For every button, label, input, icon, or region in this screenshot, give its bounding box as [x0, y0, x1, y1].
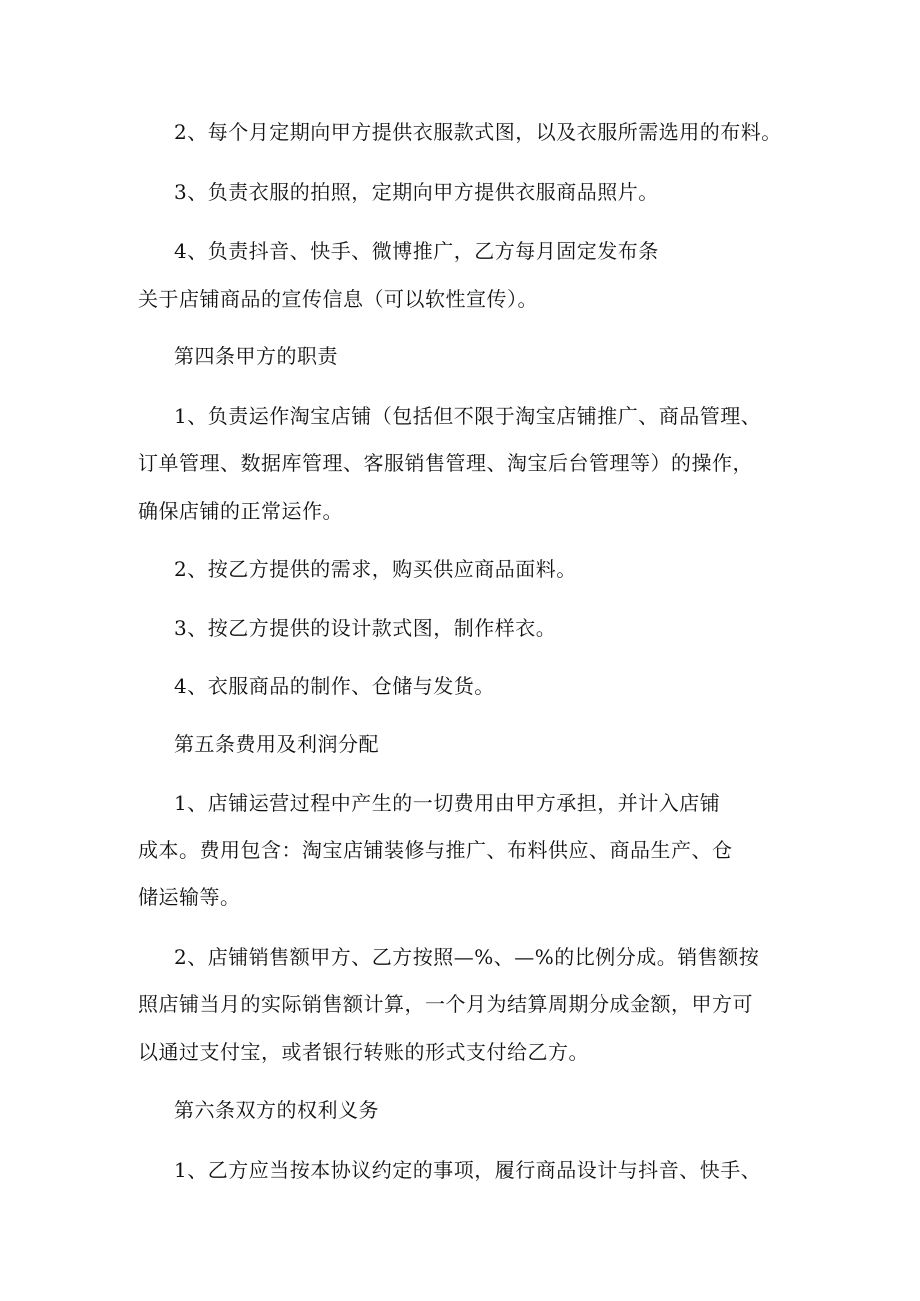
paragraph-line: 以通过支付宝，或者银行转账的形式支付给乙方。 — [138, 1040, 589, 1064]
paragraph-line: 1、负责运作淘宝店铺（包括但不限于淘宝店铺推广、商品管理、 — [174, 404, 762, 428]
paragraph-line: 1、乙方应当按本协议约定的事项，履行商品设计与抖音、快手、 — [174, 1158, 762, 1182]
paragraph-line: 照店铺当月的实际销售额计算，一个月为结算周期分成金额，甲方可 — [138, 992, 753, 1016]
paragraph-line: 订单管理、数据库管理、客服销售管理、淘宝后台管理等）的操作， — [138, 451, 753, 475]
paragraph-line: 3、按乙方提供的设计款式图，制作样衣。 — [174, 616, 557, 640]
paragraph-line: 4、负责抖音、快手、微博推广，乙方每月固定发布条 — [174, 239, 659, 263]
paragraph-line: 关于店铺商品的宣传信息（可以软性宣传）。 — [138, 287, 538, 311]
paragraph-line: 4、衣服商品的制作、仓储与发货。 — [174, 674, 495, 698]
paragraph-line: 2、每个月定期向甲方提供衣服款式图，以及衣服所需选用的布料。 — [174, 120, 782, 144]
paragraph-line: 2、按乙方提供的需求，购买供应商品面料。 — [174, 557, 577, 581]
paragraph-line: 确保店铺的正常运作。 — [138, 499, 343, 523]
paragraph-line: 2、店铺销售额甲方、乙方按照—%、—%的比例分成。销售额按 — [174, 945, 760, 969]
paragraph-line: 1、店铺运营过程中产生的一切费用由甲方承担，并计入店铺 — [174, 791, 721, 815]
paragraph-line: 储运输等。 — [138, 885, 241, 909]
section-heading: 第五条费用及利润分配 — [174, 732, 379, 756]
section-heading: 第六条双方的权利义务 — [174, 1098, 379, 1122]
section-heading: 第四条甲方的职责 — [174, 344, 338, 368]
paragraph-line: 成本。费用包含：淘宝店铺装修与推广、布料供应、商品生产、仓 — [138, 838, 733, 862]
paragraph-line: 3、负责衣服的拍照，定期向甲方提供衣服商品照片。 — [174, 180, 659, 204]
